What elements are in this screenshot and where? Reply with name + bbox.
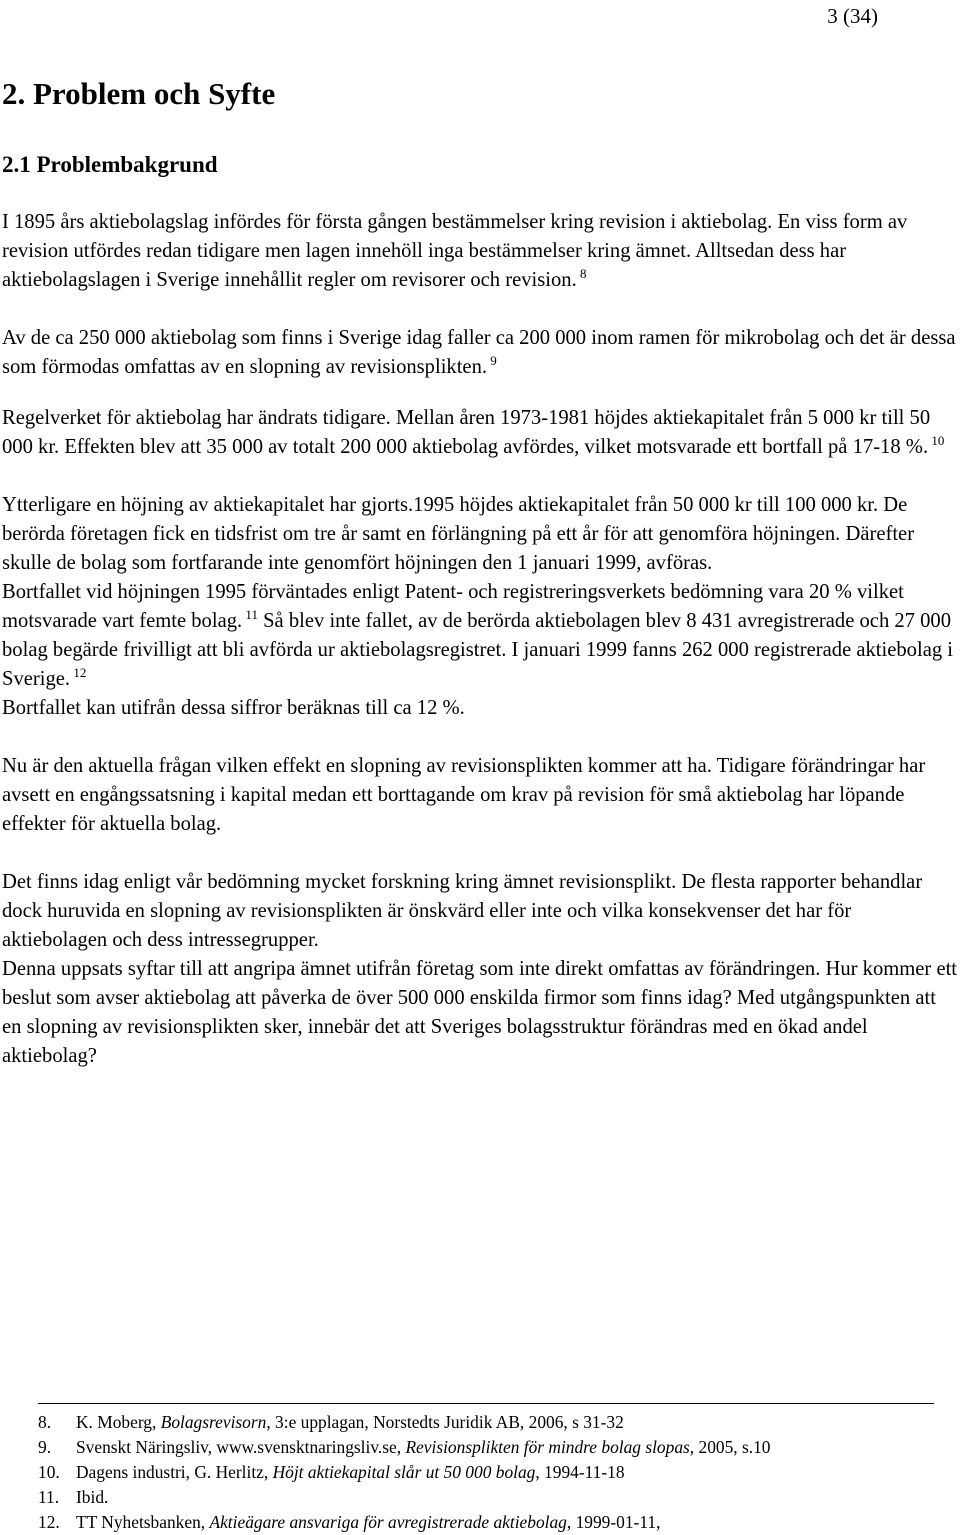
- footnote-10: 10. Dagens industri, G. Herlitz, Höjt aktiekapital slår ut 50 000 bolag, 1994-11-18: [38, 1462, 625, 1482]
- paragraph-7: Det finns idag enligt vår bedömning mycket forskning kring ämnet revisionsplikt. De flesta rapporter behandlar dock huruvida en slopning av revisionsplikten är önskvärd eller inte och vilka konsekvenser det har för aktiebolagen och dess intressegrupper.: [2, 871, 923, 951]
- chapter-heading: 2. Problem och Syfte: [2, 76, 276, 111]
- paragraph-5-text-b: Så blev inte fallet, av de berörda aktiebolagen blev 8 431 avregistrerade och 27 000 bolag begärde frivilligt att bli avförda ur aktiebolagsregistret. I januari 1999 fanns 262 000 registrerade aktiebolag i Sverige.: [2, 610, 954, 690]
- footnote-ref-8: 8: [579, 266, 587, 281]
- footnote-11: 11. Ibid.: [38, 1487, 109, 1507]
- footnote-9: 9. Svenskt Näringsliv, www.svensktnaringsliv.se, Revisionsplikten för mindre bolag slopas, 2005, s.10: [38, 1437, 771, 1457]
- footnote-ref-10: 10: [931, 433, 945, 448]
- paragraph-6: Nu är den aktuella frågan vilken effekt en slopning av revisionsplikten kommer att ha. Tidigare förändringar har avsett en engångssatsning i kapital medan ett borttagande om krav på revision för små aktiebolag har löpande effekter för aktuella bolag.: [2, 755, 926, 835]
- paragraph-5: [2, 578, 960, 723]
- paragraph-1-text: I 1895 års aktiebolagslag infördes för första gången bestämmelser kring revision i aktiebolag. En viss form av revision utfördes redan tidigare men lagen innehöll inga bestämmelser kring ämnet. Alltsedan dess har aktiebolagslagen i Sverige innehållit regler om revisorer och revision.: [2, 211, 908, 291]
- footnote-list: [38, 1410, 958, 1535]
- paragraph-2: [2, 324, 960, 382]
- footnote-ref-11: 11: [245, 607, 258, 622]
- paragraph-2-text: Av de ca 250 000 aktiebolag som finns i Sverige idag faller ca 200 000 inom ramen för mikrobolag och det är dessa som förmodas omfattas av en slopning av revisionsplikten.: [2, 327, 956, 378]
- paragraph-5-text-a: Bortfallet vid höjningen 1995 förväntades enligt Patent- och registreringsverkets bedömning vara 20 % vilket motsvarade vart femte bolag.: [2, 581, 904, 632]
- page-number: 3 (34): [827, 4, 878, 28]
- section-heading: 2.1 Problembakgrund: [2, 152, 218, 177]
- paragraph-8: Denna uppsats syftar till att angripa ämnet utifrån företag som inte direkt omfattas av förändringen. Hur kommer ett beslut som avser aktiebolag att påverka de över 500 000 enskilda firmor som finns idag? Med utgångspunkten att en slopning av revisionsplikten sker, innebär det att Sveriges bolagsstruktur förändras med en ökad andel aktiebolag?: [2, 958, 958, 1067]
- paragraph-1: [2, 208, 960, 295]
- footnote-separator: [38, 1403, 934, 1404]
- footnote-ref-12: 12: [73, 665, 87, 680]
- footnote-8: 8. K. Moberg, Bolagsrevisorn, 3:e upplagan, Norstedts Juridik AB, 2006, s 31-32: [38, 1412, 624, 1432]
- paragraph-5-text-c: Bortfallet kan utifrån dessa siffror beräknas till ca 12 %.: [2, 697, 465, 719]
- footnote-ref-9: 9: [490, 353, 497, 368]
- body-text: [2, 208, 960, 1071]
- footnote-12: 12. TT Nyhetsbanken, Aktieägare ansvariga för avregistrerade aktiebolag, 1999-01-11,: [38, 1512, 661, 1532]
- paragraph-3-text: Regelverket för aktiebolag har ändrats tidigare. Mellan åren 1973-1981 höjdes aktiekapitalet från 5 000 kr till 50 000 kr. Effekten blev att 35 000 av totalt 200 000 aktiebolag avfördes, vilket motsvarade ett bortfall på 17-18 %.: [2, 407, 931, 458]
- paragraph-3: [2, 404, 960, 462]
- paragraph-4: Ytterligare en höjning av aktiekapitalet har gjorts.1995 höjdes aktiekapitalet från 50 000 kr till 100 000 kr. De berörda företagen fick en tidsfrist om tre år samt en förlängning på ett år för att genomföra höjningen. Därefter skulle de bolag som fortfarande inte genomfört höjningen den 1 januari 1999, avföras.: [2, 494, 915, 574]
